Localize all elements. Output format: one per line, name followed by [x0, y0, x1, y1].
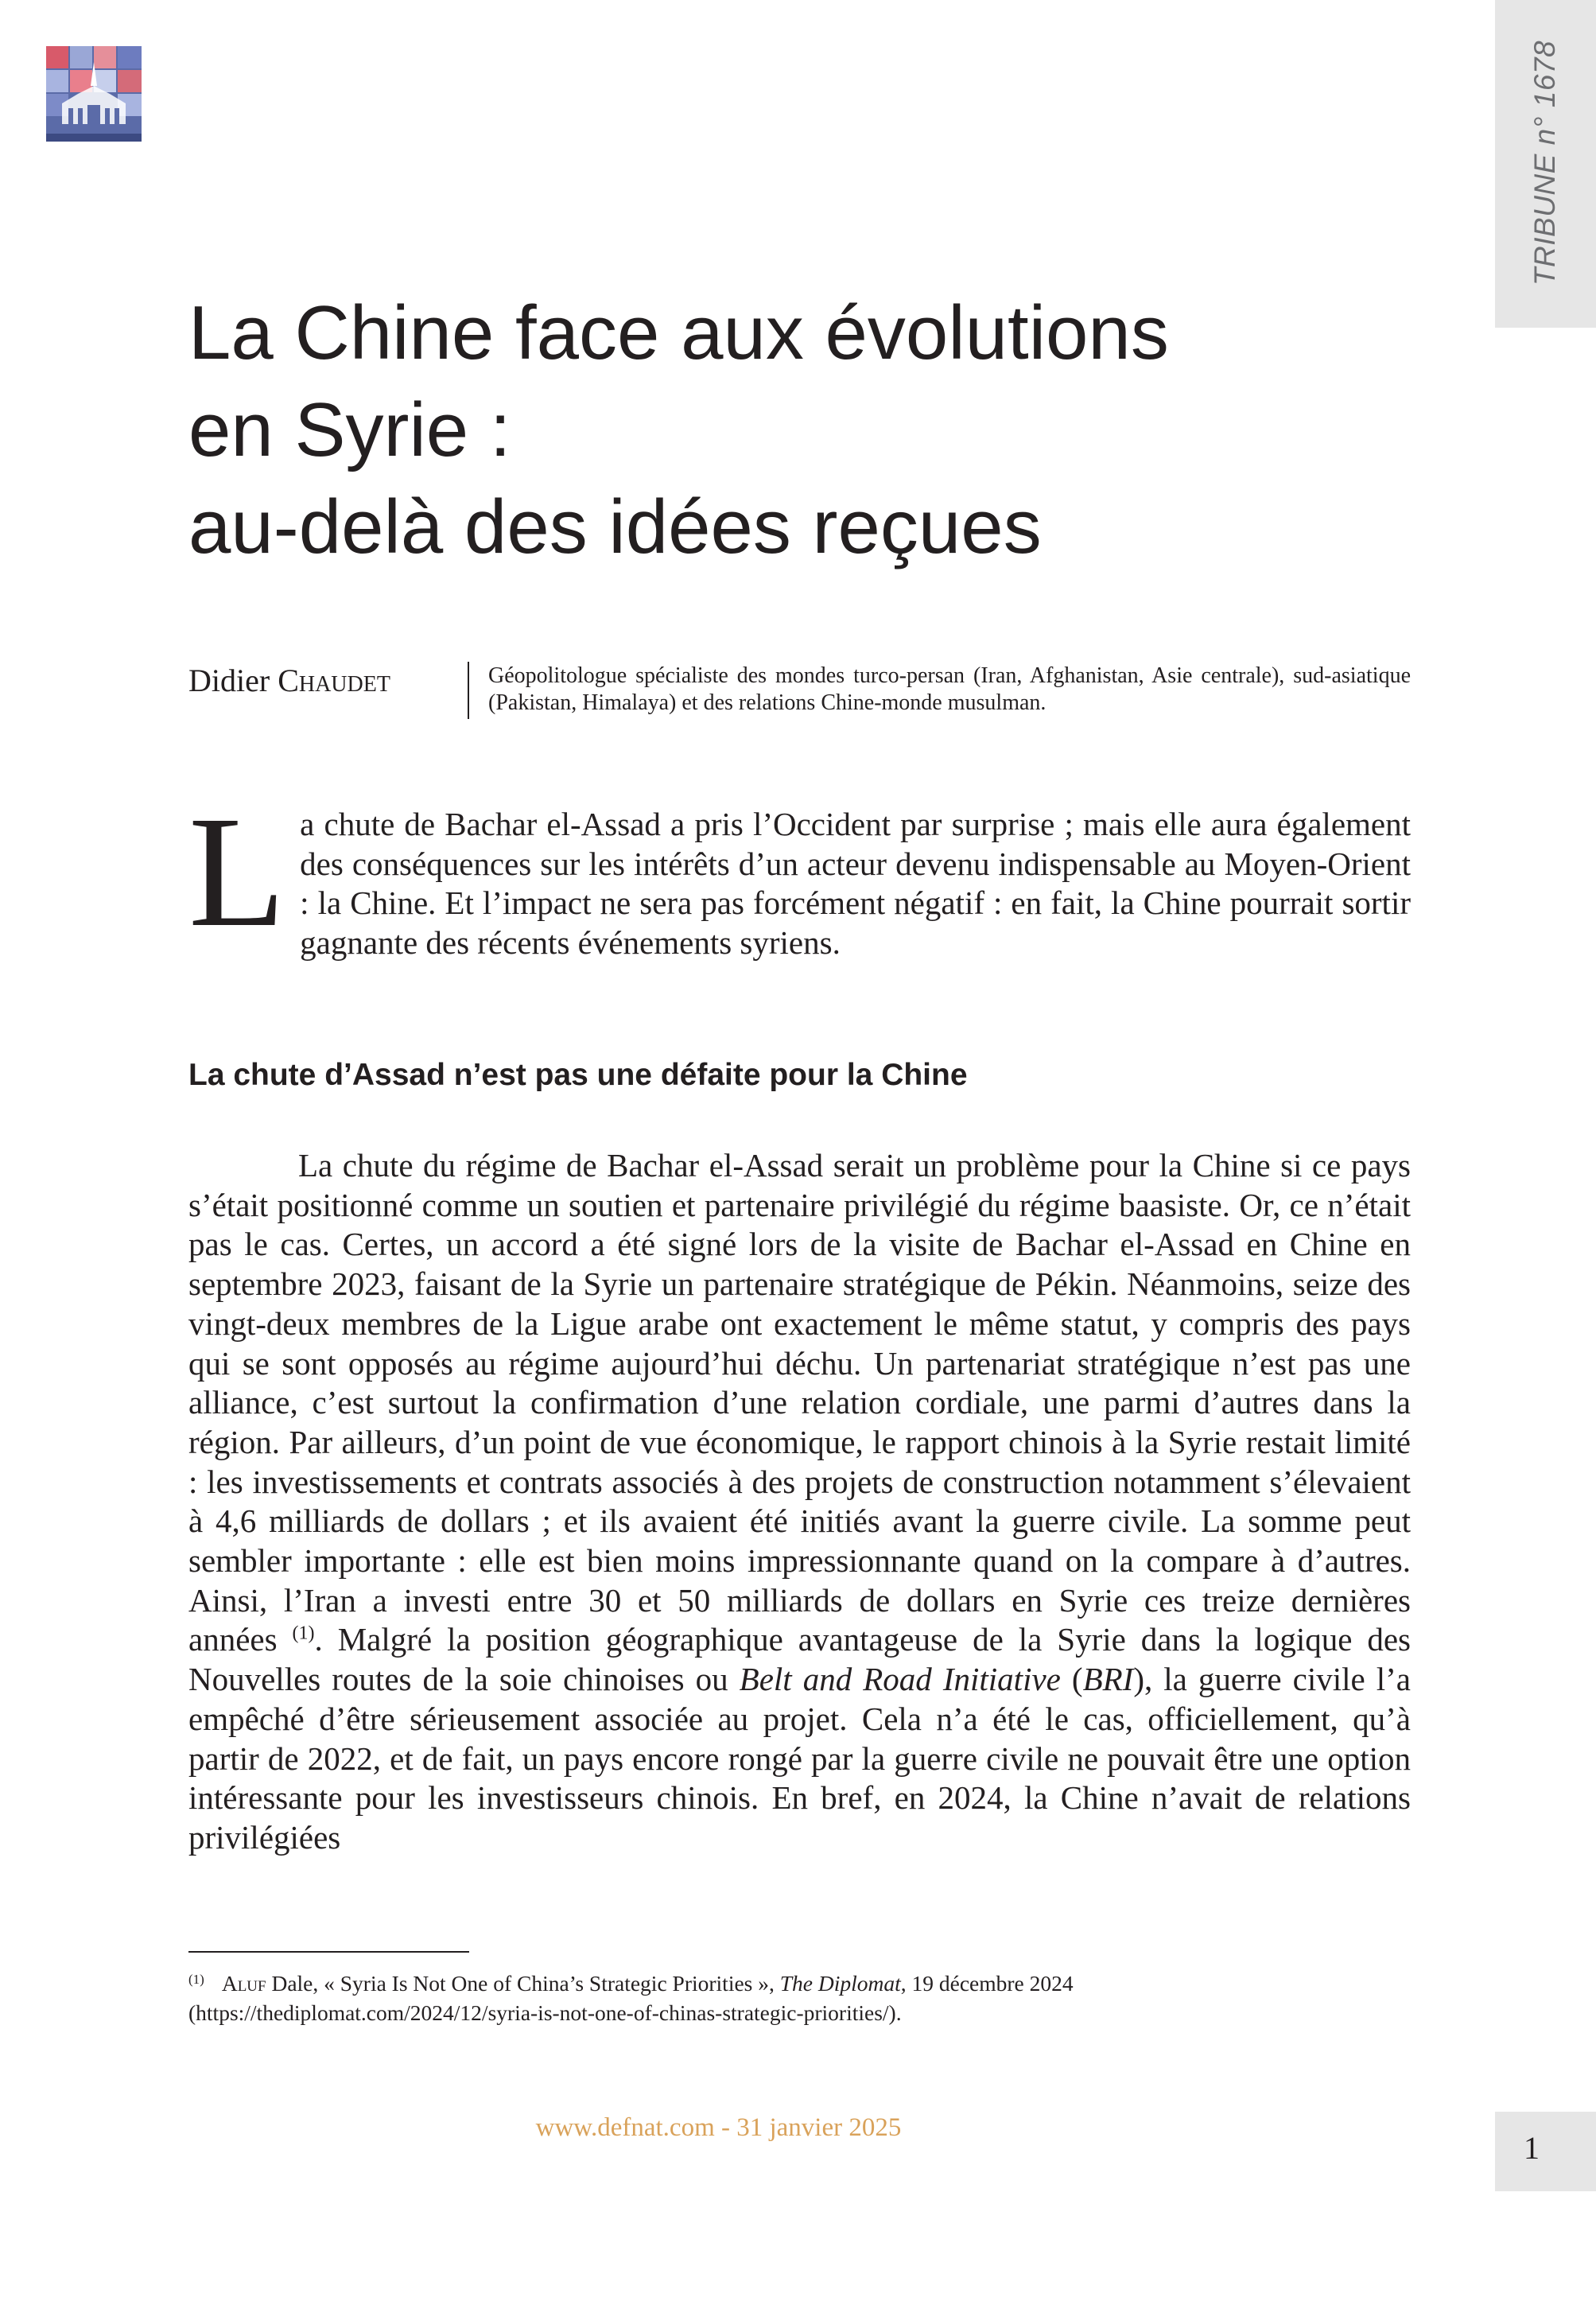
footnote-text: Dale, « Syria Is Not One of China’s Strategic Priorities »,	[266, 1971, 780, 1996]
military-school-building-logo-icon	[46, 46, 142, 142]
author-name	[188, 662, 390, 699]
author-divider	[468, 662, 469, 719]
page-number: 1	[1524, 2130, 1540, 2166]
body-text: ), la guerre civile l’a empêché d’être sérieusement associée au projet. Cela n’a été le cas, officiellement, qu’à partir de 2022, et de fait, un pays encore rongé par la guerre civile ne pouvait être une option intéressante pour les investisseurs chinois. En bref, en 2024, la Chine n’avait de relations privilégiées	[188, 1661, 1411, 1856]
tribune-tab	[1495, 0, 1596, 328]
footnote-reference[interactable]: (1)	[292, 1623, 315, 1644]
body-italic: Belt and Road Initiative	[739, 1661, 1061, 1698]
page-number-tab	[1495, 2112, 1596, 2191]
footnote-author: Aluf	[221, 1971, 266, 1996]
footnote-date: , 19 décembre 2024	[900, 1971, 1074, 1996]
section-heading: La chute d’Assad n’est pas une défaite pour la Chine	[188, 1058, 968, 1092]
author-first-name: Didier	[188, 663, 270, 698]
title-line: La Chine face aux évolutions	[188, 290, 1169, 375]
tribune-number: TRIBUNE n° 1678	[1528, 40, 1561, 286]
body-text: (	[1060, 1661, 1083, 1698]
footnote	[188, 1965, 1411, 2027]
footnote-publication: The Diplomat	[779, 1971, 901, 1996]
drop-cap: L	[188, 784, 286, 960]
body-italic: BRI	[1082, 1661, 1134, 1698]
title-line: au-delà des idées reçues	[188, 484, 1042, 569]
publisher-logo	[46, 46, 142, 142]
footnote-mark: (1)	[188, 1972, 204, 1987]
footer-site-date[interactable]: www.defnat.com - 31 janvier 2025	[535, 2113, 902, 2142]
body-text: La chute du régime de Bachar el-Assad serait un problème pour la Chine si ce pays s’était positionné comme un soutien et partenaire privilégié du régime baasiste. Or, ce n’était pas le cas. Certes, un accord a été signé lors de la visite de Bachar el-Assad en Chine en septembre 2023, faisant de la Syrie un partenaire stratégique de Pékin. Néanmoins, seize des vingt-deux membres de la Ligue arabe ont exactement le même statut, y compris des pays qui se sont opposés au régime aujourd’hui déchu. Un partenariat stratégique n’est pas une alliance, c’est surtout la confirmation d’une relation cordiale, une parmi d’autres dans la région. Par ailleurs, d’un point de vue économique, le rapport chinois à la Syrie restait limité : les investissements et contrats associés à des projets de construction notamment s’élevaient à 4,6 milliards de dollars ; et ils avaient été initiés avant la guerre civile. La somme peut sembler importante : elle est bien moins impressionnante quand on la compare à d’autres. Ainsi, l’Iran a investi entre 30 et 50 milliards de dollars en Syrie ces treize dernières années	[188, 1147, 1411, 1658]
title-line: en Syrie :	[188, 387, 511, 472]
author-last-name: Chaudet	[278, 663, 390, 698]
footnote-divider	[188, 1951, 469, 1953]
body-paragraph	[188, 1146, 1411, 1858]
author-description: Géopolitologue spécialiste des mondes turco-persan (Iran, Afghanistan, Asie centrale), sud-asiatique (Pakistan, Himalaya) et des relations Chine-monde musulman.	[488, 663, 1411, 715]
lead-text: a chute de Bachar el-Assad a pris l’Occident par surprise ; mais elle aura également des conséquences sur les intérêts d’un acteur devenu indispensable au Moyen-Orient : la Chine. Et l’impact ne sera pas forcément négatif : en fait, la Chine pourrait sortir gagnante des récents événements syriens.	[300, 806, 1411, 961]
body-text: . Malgré la position géographique avantageuse de la Syrie dans la logique des Nouvelles routes de la soie chinoises ou	[188, 1621, 1412, 1698]
lead-paragraph	[188, 784, 1411, 962]
page-title	[188, 285, 1381, 576]
footnote-url[interactable]: (https://thediplomat.com/2024/12/syria-is-not-one-of-chinas-strategic-priorities/).	[188, 2000, 902, 2025]
